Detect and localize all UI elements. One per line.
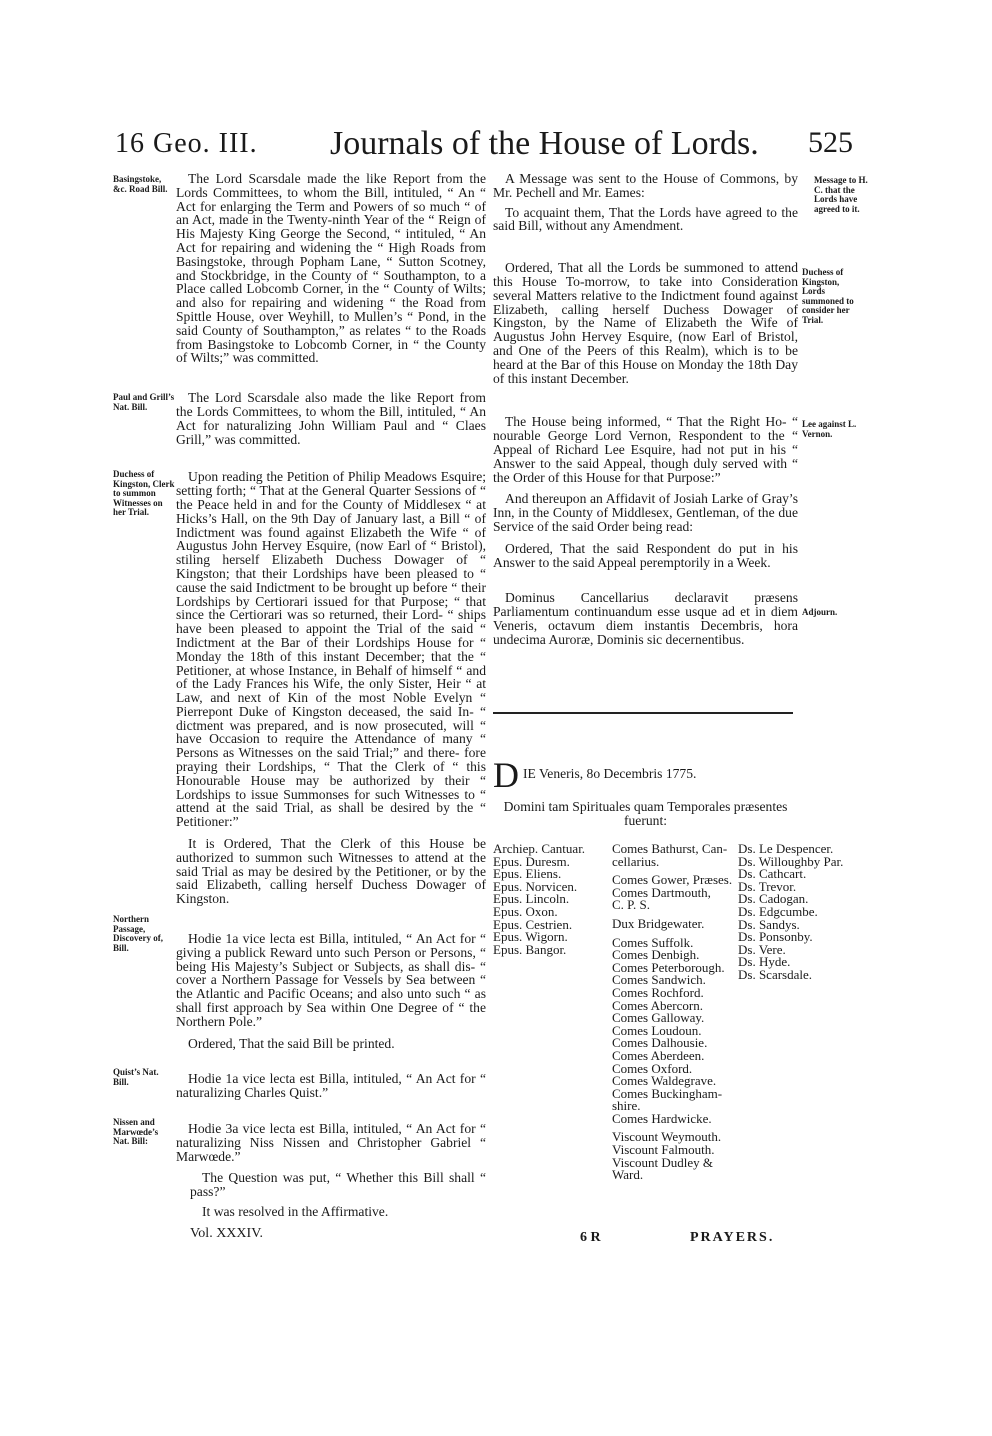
paragraph: Ordered, That the said Respondent do put in his Answer to the said Appeal peremptorily in a Week. <box>493 540 798 570</box>
left-column <box>176 172 486 1219</box>
catchword: PRAYERS. <box>690 1230 775 1245</box>
lord-name: Viscount Falmouth. <box>612 1142 715 1158</box>
paragraph: To acquaint them, That the Lords have agreed to the said Bill, without any Amendment. <box>493 204 798 234</box>
lord-name: Viscount Weymouth. <box>612 1129 722 1145</box>
paragraph: Upon reading the Petition of Philip Meadows Esquire; setting forth; “ That at the General Quarter Sessions of “ the Peace held in and for the County of Middlesex “ at Hicks’s Hall, on the 9th Day of January last, a Bill “ of Indictment was found against Elizabeth the Wife “ of Augustus John Hervey Esquire, (now Earl of “ Bristol), stiling herself Elizabeth Duchess Dowager of “ Kingston; that their Lordships have been pleased to “ cause the said Indictment to be brought up before “ their Lordships by Certiorari issued for that Purpose; “ that since the Certiorari was so returned, their Lord- “ ships have been pleased to appoint the Trial of the said “ Indictment at the Bar of their Lordships House for “ Monday the 18th of this instant December; that the “ Petitioner, at whose Instance, in Behalf of himself “ and of the Lady Frances his Wife, the only Sister, Heir “ at Law, and next of Kin of the most Noble Evelyn “ Pierrepont Duke of Kingston deceased, the said In- “ dictment was prepared, and is now prosecuted, will “ have Occasion to require the Attendance of many “ Persons as Witnesses on the said Trial;” and there- fore praying their Lordships, “ That the Clerk of “ this Honourable House may be authorized by their “ Lordships to issue Summonses for such Witnesses to “ attend at the said Trial, as shall be desired by the “ Petitioner:” <box>176 469 486 830</box>
margin-note: Paul and Grill’s Nat. Bill. <box>113 392 175 412</box>
lord-name: Epus. Bangor. <box>493 941 567 957</box>
lord-name: Comes Hardwicke. <box>612 1110 712 1126</box>
paragraph: The Question was put, “ Whether this Bill shall “ pass?” <box>190 1170 486 1200</box>
sitting-date: IE Veneris, 8o Decembris 1775. <box>523 766 697 781</box>
paragraph: It is Ordered, That the Clerk of this House be authorized to summon such Witnesses to attend at the said Trial as may be desired by the Petitioner, or by the said Elizabeth, calling herself Duchess Dowager of Kingston. <box>176 836 486 907</box>
section-rule <box>493 712 793 714</box>
margin-note: Quist’s Nat. Bill. <box>113 1067 159 1087</box>
lord-name: Comes Sandwich. <box>612 972 706 988</box>
lord-name: Comes Suffolk. <box>612 934 694 950</box>
lord-name: Comes Peterborough. <box>612 959 725 975</box>
margin-note: Message to H. C. that the Lords have agreed to it. <box>814 175 868 214</box>
lord-name: Epus. Duresm. <box>493 853 570 869</box>
lord-name: Comes Loudoun. <box>612 1022 702 1038</box>
paragraph: The Lord Scarsdale made the like Report from the Lords Committees, to whom the Bill, intituled, “ An “ Act for enlarging the Term and Powers of so much “ of an Act, made in the Twenty-ninth Year of the “ Reign of His Majesty King George the Second, “ intituled, “ An Act for repairing and widening the “ High Roads from Basingstoke, through Popham Lane, “ Sutton Scotney, and Stockbridge, in the County of “ Southampton, to a Place called Lobcomb Corner, in the “ County of Wilts; and also for repairing and widening “ the Road from Spittle House, over Weyhill, to Mullen’s “ Pond, in the said County of Southampton,” as relates “ to the Roads from Basingstoke to Lobcomb Corner, in “ the County of Wilts;” was committed. <box>176 171 486 366</box>
lord-name: Ds. Le Despencer. <box>738 841 834 856</box>
paragraph: And thereupon an Affidavit of Josiah Larke of Gray’s Inn, in the County of Middlesex, Gentleman, of the due Service of the said Order being read: <box>493 491 798 534</box>
lord-name: Comes Aberdeen. <box>612 1047 705 1063</box>
paragraph: Ordered, That all the Lords be summoned to attend this House To-morrow, to take into Consideration several Matters relative to the Indictment found against Elizabeth, calling herself Duchess Dowager of Kingston, by the Name of Elizabeth the Wife of Augustus John Hervey Esquire, (now Earl of Bristol, and One of the Peers of this Realm), which is to be heard at the Bar of this House on Monday the 18th Day of this instant December. <box>493 260 798 386</box>
bishops-list <box>493 843 613 956</box>
lord-name: Epus. Norvicen. <box>493 878 578 894</box>
lord-name: Ds. Cathcart. <box>738 866 807 882</box>
lord-name: Comes Rochford. <box>612 984 704 1000</box>
drop-cap: D <box>493 755 519 795</box>
lord-name: Dux Bridgewater. <box>612 915 705 931</box>
lord-name: Comes Waldegrave. <box>612 1073 717 1089</box>
paragraph: Hodie 1a vice lecta est Billa, intituled, “ An Act for “ naturalizing Charles Quist.” <box>176 1071 486 1101</box>
lord-name: Ds. Sandys. <box>738 916 800 932</box>
lord-name: Comes Gower, Præses. <box>612 872 733 888</box>
earls-list <box>612 843 740 1182</box>
lord-name: Ds. Scarsdale. <box>738 966 813 982</box>
lord-name: Comes Denbigh. <box>612 947 700 963</box>
lord-name: Epus. Wigorn. <box>493 929 568 945</box>
lord-name: cellarius. <box>612 853 660 869</box>
margin-note: Duchess of Kingston, Lords summoned to consider her Trial. <box>802 267 854 325</box>
paragraph: Hodie 1a vice lecta est Billa, intituled, “ An Act for “ giving a publick Reward unto such Person or Persons, “ being His Majesty’s Subject or Subjects, as shall dis- “ cover a Northern Passage for Vessels by Sea between “ the Atlantic and Pacific Oceans; and also unto such “ as shall first approach by Sea within One Degree of “ the Northern Pole.” <box>176 931 486 1029</box>
lord-name: Epus. Eliens. <box>493 866 562 882</box>
right-column <box>493 172 798 647</box>
lord-name: Ward. <box>612 1167 644 1183</box>
lord-name: Archiep. Cantuar. <box>493 841 586 856</box>
paragraph: Hodie 3a vice lecta est Billa, intituled, “ An Act for “ naturalizing Niss Nissen and Christopher Gabriel “ Marwœde.” <box>176 1121 486 1164</box>
lord-name: Comes Dartmouth, <box>612 884 711 900</box>
lord-name: C. P. S. <box>612 897 650 913</box>
lord-name: Viscount Dudley & <box>612 1154 714 1170</box>
page-number: 525 <box>808 126 853 159</box>
margin-note: Lee against L. Vernon. <box>802 419 857 439</box>
lord-name: Ds. Cadogan. <box>738 891 809 907</box>
lord-name: shire. <box>612 1098 641 1114</box>
paragraph: A Message was sent to the House of Commons, by Mr. Pechell and Mr. Eames: <box>493 171 798 200</box>
lord-name: Ds. Vere. <box>738 941 786 957</box>
signature-mark: 6 R <box>580 1230 601 1245</box>
sitting-heading <box>493 755 798 795</box>
lord-name: Epus. Lincoln. <box>493 891 570 907</box>
lord-name: Comes Galloway. <box>612 1010 705 1026</box>
lord-name: Comes Bathurst, Can- <box>612 841 728 856</box>
lord-name: Comes Abercorn. <box>612 997 703 1013</box>
margin-note: Northern Passage, Discovery of, Bill. <box>113 914 163 953</box>
paragraph: The House being informed, “ That the Right Ho- “ nourable George Lord Vernon, Respondent to the “ Appeal of Richard Lee Esquire, had not put in his “ Answer to the said Appeal, though duly served with “ the Order of this House for that Purpose:” <box>493 414 798 485</box>
paragraph: It was resolved in the Affirmative. <box>202 1204 389 1219</box>
running-head-left: 16 Geo. III. <box>115 128 258 159</box>
margin-note: Nissen and Marwœde’s Nat. Bill: <box>113 1117 159 1146</box>
running-head-title: Journals of the House of Lords. <box>330 125 759 162</box>
barons-list <box>738 843 850 982</box>
lord-name: Ds. Trevor. <box>738 878 797 894</box>
lord-name: Comes Dalhousie. <box>612 1035 708 1051</box>
lord-name: Ds. Hyde. <box>738 954 791 970</box>
paragraph: The Lord Scarsdale also made the like Report from the Lords Committees, to whom the Bill, intituled, “ An Act for naturalizing John William Paul and “ Claes Grill,” was committed. <box>176 390 486 447</box>
lord-name: Comes Oxford. <box>612 1060 693 1076</box>
attendance-heading: Domini tam Spirituales quam Temporales præsentes fuerunt: <box>503 799 788 828</box>
lord-name: Epus. Cestrien. <box>493 916 573 932</box>
lord-name: Epus. Oxon. <box>493 903 558 919</box>
volume-label: Vol. XXXIV. <box>190 1226 263 1241</box>
margin-note: Duchess of Kingston, Clerk to summon Witnesses on her Trial. <box>113 469 175 517</box>
lord-name: Ds. Ponsonby. <box>738 929 813 945</box>
margin-note: Basingstoke, &c. Road Bill. <box>113 174 168 194</box>
lord-name: Comes Buckingham- <box>612 1085 723 1101</box>
paragraph: Ordered, That the said Bill be printed. <box>188 1035 395 1051</box>
lord-name: Ds. Edgcumbe. <box>738 903 818 919</box>
lord-name: Ds. Willoughby Par. <box>738 853 844 869</box>
paragraph: Dominus Cancellarius declaravit præsens Parliamentum continuandum esse usque ad et in diem Veneris, octavum diem instantis Decembris, hora undecima Auroræ, Dominis sic decernentibus. <box>493 590 798 647</box>
margin-note: Adjourn. <box>802 607 838 617</box>
